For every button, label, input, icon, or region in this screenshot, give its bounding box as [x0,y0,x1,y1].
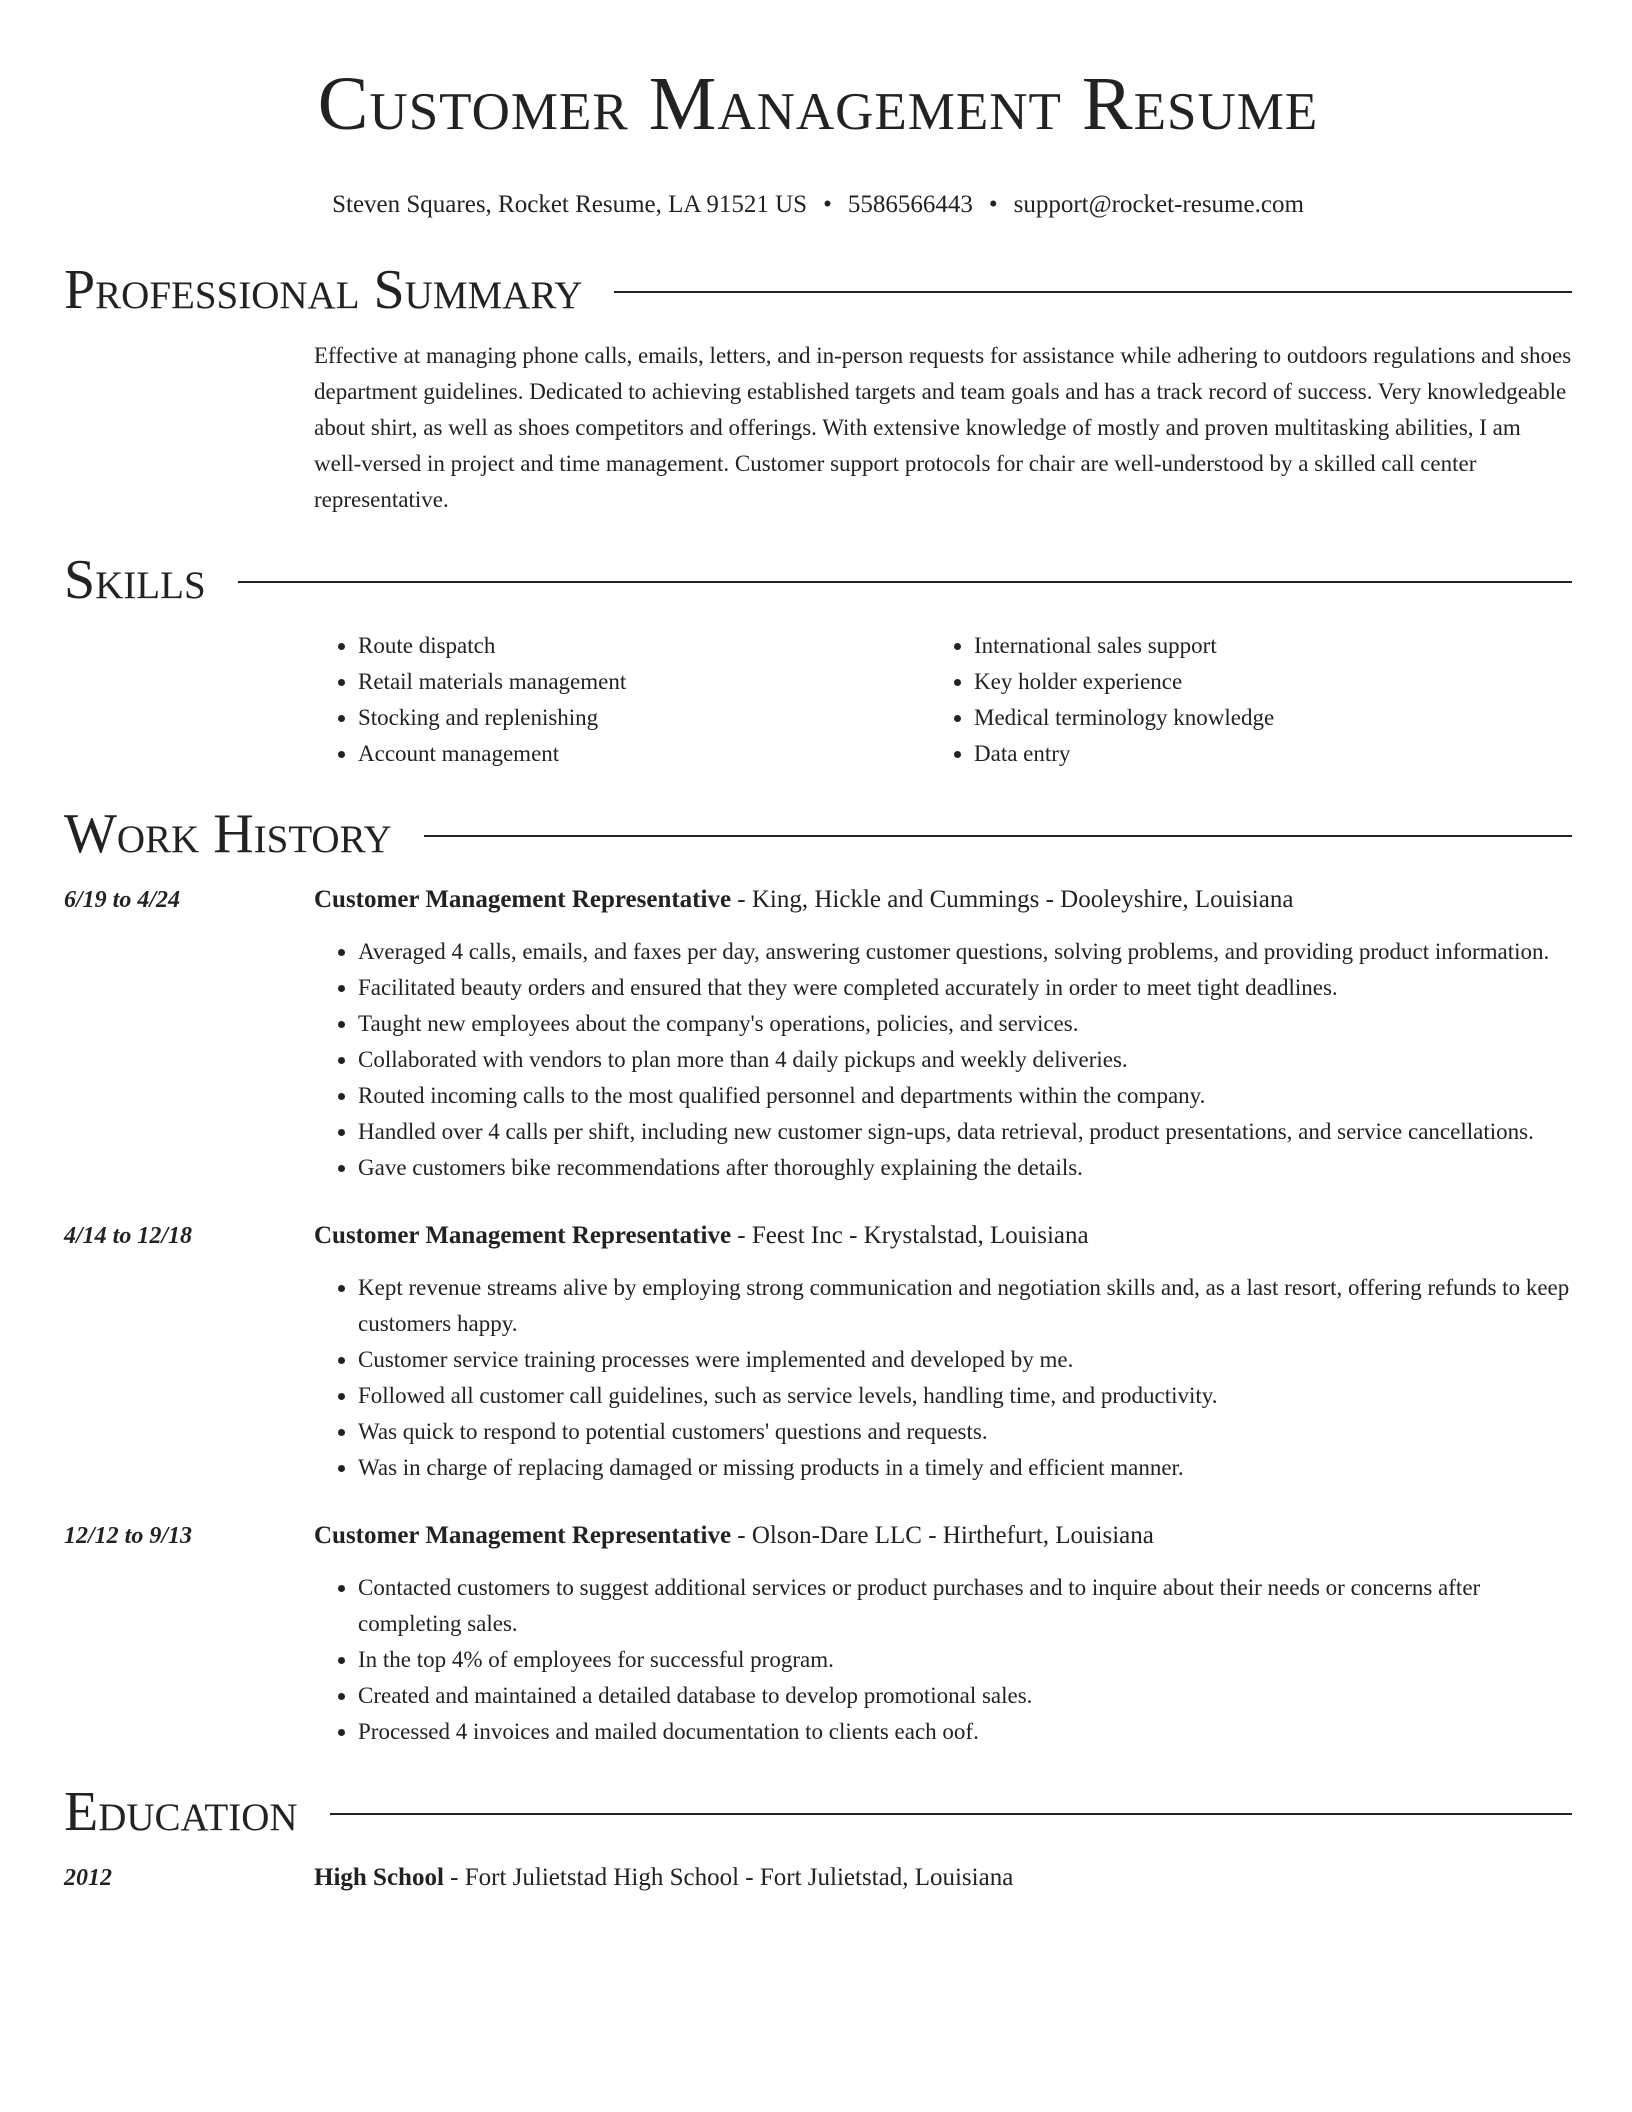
skills-column-left [314,628,930,772]
work-section-header [64,800,1572,868]
job-title-line [314,1218,1572,1254]
job-dates: 4/14 to 12/18 [64,1223,193,1249]
job-title-line [314,882,1572,918]
job-role: Customer Management Representative [314,1222,732,1249]
skill-item: • Medical terminology knowledge [974,700,1546,736]
bullet-separator: • [988,191,998,218]
education-school: - Fort Julietstad High School - Fort Julietstad, Louisiana [443,1864,1014,1891]
work-heading: Work History [64,803,392,865]
list-item: • Handled over 4 calls per shift, including new customer sign-ups, data retrieval, product presentations, and service cancellations. [358,1114,1572,1150]
resume-page [64,0,1572,1896]
page-title: Customer Management Resume [317,62,1319,146]
job-role: Customer Management Representative [314,1522,732,1549]
job-bullets [314,1270,1572,1486]
summary-heading: Professional Summary [64,259,583,321]
list-item: • In the top 4% of employees for successful program. [358,1642,1572,1678]
job-entry [64,882,1572,1186]
summary-body [314,338,1572,518]
job-dates: 12/12 to 9/13 [64,1523,193,1549]
summary-section-header [64,256,1572,324]
skills-column-right [930,628,1546,772]
list-item: • Processed 4 invoices and mailed documentation to clients each oof. [358,1714,1572,1750]
list-item: • Was in charge of replacing damaged or missing products in a timely and efficient manner. [358,1450,1572,1486]
job-bullets [314,1570,1572,1750]
list-item: • Taught new employees about the company's operations, policies, and services. [358,1006,1572,1042]
education-heading: Education [64,1781,298,1843]
list-item: • Gave customers bike recommendations after thoroughly explaining the details. [358,1150,1572,1186]
education-entry [64,1860,1572,1896]
section-divider [424,835,1572,837]
education-section-header [64,1778,1572,1846]
skill-item: • Account management [358,736,930,772]
job-entry [64,1518,1572,1750]
skill-item: • Retail materials management [358,664,930,700]
education-year: 2012 [64,1865,112,1891]
contact-phone: 5586566443 [847,191,973,218]
list-item: • Kept revenue streams alive by employing strong communication and negotiation skills and, as a last resort, offering refunds to keep customers happy. [358,1270,1572,1342]
bullet-separator: • [823,191,832,218]
job-dates: 6/19 to 4/24 [64,887,181,913]
job-bullets [314,934,1572,1186]
list-item: • Was quick to respond to potential customers' questions and requests. [358,1414,1572,1450]
summary-text: Effective at managing phone calls, emails, letters, and in-person requests for assistance while adhering to outdoors regulations and shoes department guidelines. Dedicated to achieving established targets and team goals and has a track record of success. Very knowledgeable about shirt, as well as shoes competitors and offerings. With extensive knowledge of mostly and proven multitasking abilities, I am well-versed in project and time management. Customer support protocols for chair are well-understood by a skilled call center representative. [314,343,1572,512]
skill-item: • International sales support [974,628,1546,664]
contact-line [64,188,1572,222]
contact-address: Steven Squares, Rocket Resume, LA 91521 US [332,191,808,218]
education-line [314,1860,1572,1896]
skill-item: • Stocking and replenishing [358,700,930,736]
skills-heading: Skills [64,549,206,611]
list-item: • Collaborated with vendors to plan more than 4 daily pickups and weekly deliveries. [358,1042,1572,1078]
skills-list [314,628,1572,772]
job-body [314,1518,1572,1750]
skill-item: • Data entry [974,736,1546,772]
list-item: • Contacted customers to suggest additional services or product purchases and to inquire about their needs or concerns after completing sales. [358,1570,1572,1642]
list-item: • Created and maintained a detailed database to develop promotional sales. [358,1678,1572,1714]
education-body [314,1860,1572,1896]
list-item: • Customer service training processes were implemented and developed by me. [358,1342,1572,1378]
list-item: • Facilitated beauty orders and ensured that they were completed accurately in order to meet tight deadlines. [358,970,1572,1006]
skill-item: • Route dispatch [358,628,930,664]
skills-section-header [64,546,1572,614]
section-divider [614,291,1572,293]
job-role: Customer Management Representative [314,886,732,913]
section-divider [330,1813,1572,1815]
job-employer: - King, Hickle and Cummings - Dooleyshire, Louisiana [731,886,1294,913]
education-degree: High School [314,1864,444,1891]
list-item: • Routed incoming calls to the most qualified personnel and departments within the company. [358,1078,1572,1114]
skill-item: • Key holder experience [974,664,1546,700]
job-title-line [314,1518,1572,1554]
section-divider [238,581,1572,583]
list-item: • Followed all customer call guidelines, such as service levels, handling time, and productivity. [358,1378,1572,1414]
job-employer: - Olson-Dare LLC - Hirthefurt, Louisiana [731,1522,1154,1549]
job-employer: - Feest Inc - Krystalstad, Louisiana [731,1222,1089,1249]
list-item: • Averaged 4 calls, emails, and faxes per day, answering customer questions, solving problems, and providing product information. [358,934,1572,970]
job-body [314,882,1572,1186]
contact-email: support@rocket-resume.com [1013,191,1304,218]
job-entry [64,1218,1572,1486]
job-body [314,1218,1572,1486]
